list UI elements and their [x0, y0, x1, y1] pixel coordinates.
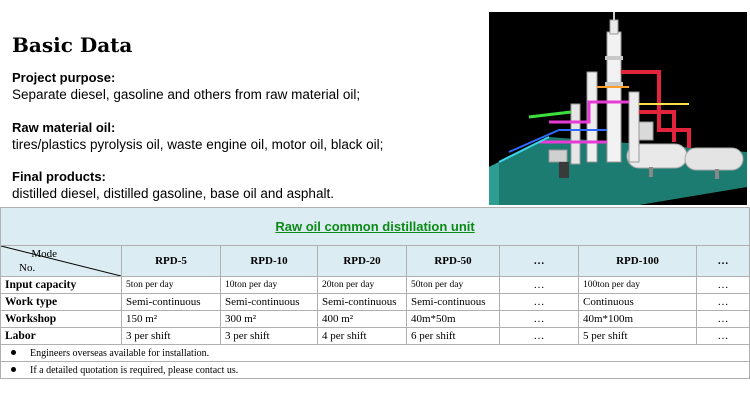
table-cell: 5ton per day: [122, 277, 221, 294]
raw-material-text: tires/plastics pyrolysis oil, waste engine oil, motor oil, black oil;: [12, 137, 384, 152]
table-cell: 20ton per day: [318, 277, 407, 294]
row-label: Work type: [1, 294, 122, 311]
note-item: [1, 362, 750, 379]
note-row: [1, 362, 750, 379]
table-cell: …: [500, 294, 579, 311]
table-cell: …: [500, 311, 579, 328]
note-item: [1, 345, 750, 362]
table-row: [1, 328, 750, 345]
table-cell: Semi-continuous: [122, 294, 221, 311]
table-cell: Continuous: [579, 294, 697, 311]
table-row: [1, 311, 750, 328]
distillation-spec-table: [0, 207, 750, 400]
table-cell: 40m*50m: [407, 311, 500, 328]
model-header: …: [697, 246, 750, 277]
table-cell: 100ton per day: [579, 277, 697, 294]
table-row: [1, 294, 750, 311]
table-cell: …: [500, 328, 579, 345]
table-cell: 10ton per day: [221, 277, 318, 294]
table-title: [1, 208, 750, 246]
model-header: RPD-10: [221, 246, 318, 277]
table-cell: 3 per shift: [221, 328, 318, 345]
mode-label: Mode: [31, 248, 57, 260]
table-cell: 150 m²: [122, 311, 221, 328]
raw-material-label: Raw material oil:: [12, 120, 116, 135]
table-row: [1, 277, 750, 294]
final-products-text: distilled diesel, distilled gasoline, base oil and asphalt.: [12, 186, 334, 201]
bullet-icon: [11, 367, 16, 372]
note-row: [1, 345, 750, 362]
model-header: RPD-20: [318, 246, 407, 277]
table-title-text: Raw oil common distillation unit: [275, 219, 475, 234]
table-cell: 300 m²: [221, 311, 318, 328]
model-header: RPD-100: [579, 246, 697, 277]
table-cell: 40m*100m: [579, 311, 697, 328]
table-cell: …: [697, 294, 750, 311]
row-label: Labor: [1, 328, 122, 345]
note-text: Engineers overseas available for installation.: [30, 347, 210, 359]
bullet-icon: [11, 350, 16, 355]
purpose-label: Project purpose:: [12, 70, 116, 85]
table-cell: Semi-continuous: [318, 294, 407, 311]
table-cell: 6 per shift: [407, 328, 500, 345]
table-cell: 50ton per day: [407, 277, 500, 294]
table-cell: 5 per shift: [579, 328, 697, 345]
final-products-label: Final products:: [12, 169, 106, 184]
row-label: Input capacity: [1, 277, 122, 294]
table-cell: …: [697, 277, 750, 294]
model-header: RPD-5: [122, 246, 221, 277]
plant-3d-render-image: [489, 12, 747, 205]
table-cell: …: [500, 277, 579, 294]
table-cell: Semi-continuous: [221, 294, 318, 311]
mode-no-header: [1, 246, 122, 277]
purpose-text: Separate diesel, gasoline and others from raw material oil;: [12, 87, 361, 102]
row-label: Workshop: [1, 311, 122, 328]
model-header: …: [500, 246, 579, 277]
table-cell: 3 per shift: [122, 328, 221, 345]
note-text: If a detailed quotation is required, please contact us.: [30, 364, 239, 376]
page-title: Basic Data: [12, 33, 133, 57]
basic-data-section: [0, 0, 485, 205]
table-cell: …: [697, 328, 750, 345]
model-header-row: [1, 246, 750, 277]
table-cell: …: [697, 311, 750, 328]
table-cell: 4 per shift: [318, 328, 407, 345]
table-cell: 400 m²: [318, 311, 407, 328]
model-header: RPD-50: [407, 246, 500, 277]
table-cell: Semi-continuous: [407, 294, 500, 311]
no-label: No.: [19, 262, 36, 274]
